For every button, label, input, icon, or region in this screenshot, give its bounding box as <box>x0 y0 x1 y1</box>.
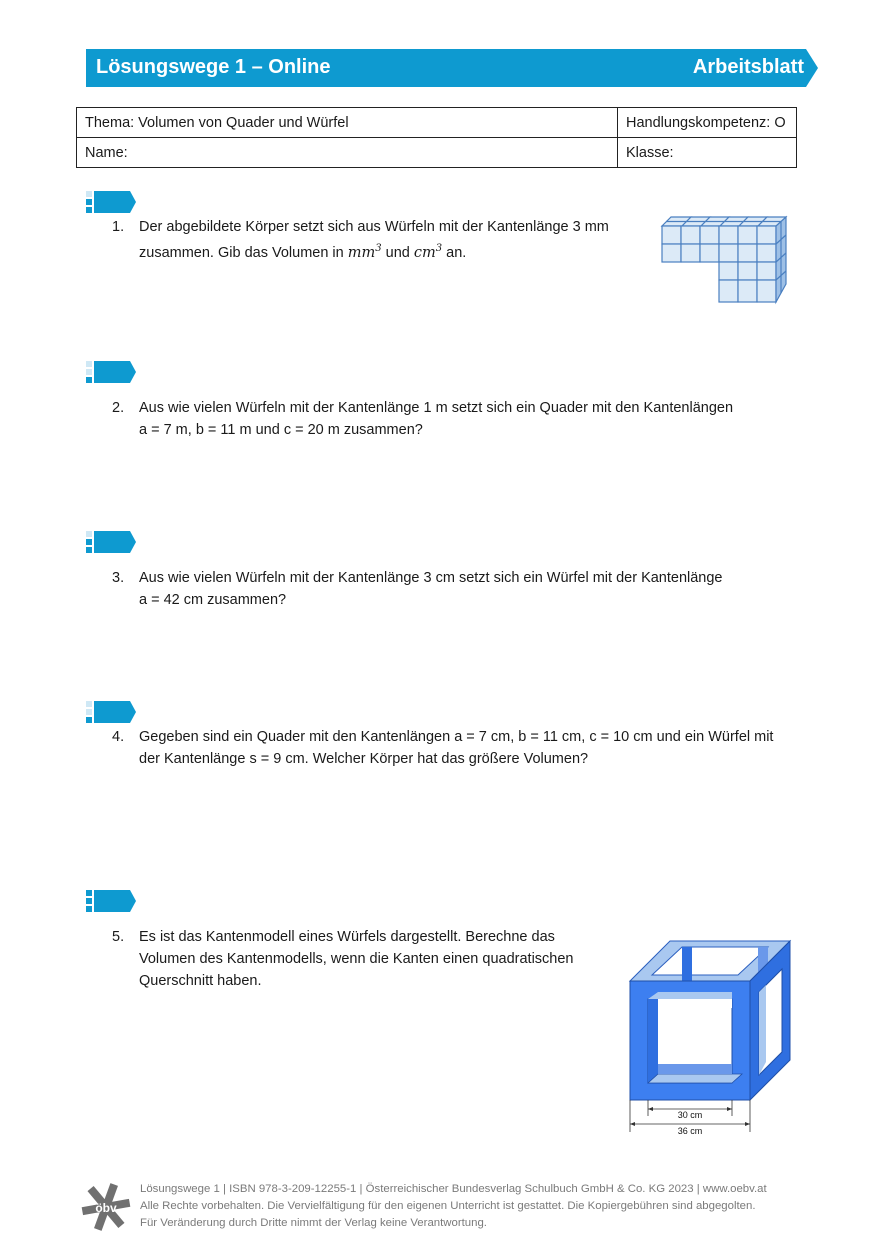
task-text-line: Querschnitt haben. <box>139 973 262 989</box>
dimension-inner-label: 30 cm <box>677 1110 703 1120</box>
task-text-line <box>139 238 609 264</box>
task-number: 3. <box>112 570 125 586</box>
cube-body-figure <box>660 212 794 306</box>
task-number: 5. <box>112 929 125 945</box>
task-text-line: Aus wie vielen Würfeln mit der Kantenlänge 3 cm setzt sich ein Würfel mit der Kantenlänge <box>139 570 723 586</box>
task-4-badge-icon <box>86 701 136 723</box>
footer-line: Lösungswege 1 | ISBN 978-3-209-12255-1 | Österreichischer Bundesverlag Schulbuch GmbH & Co. KG 2023 | www.oebv.at <box>140 1183 767 1195</box>
task-5-badge-icon <box>86 890 136 912</box>
task-text-line: a = 7 m, b = 11 m und c = 20 m zusammen? <box>139 422 423 438</box>
task-text-line: a = 42 cm zusammen? <box>139 592 287 608</box>
class-field[interactable]: Klasse: <box>618 138 797 168</box>
footer-line: Für Veränderung durch Dritte nimmt der Verlag keine Verantwortung. <box>140 1217 487 1229</box>
meta-table <box>76 107 797 168</box>
header-title: Lösungswege 1 – Online <box>96 56 331 78</box>
task-number: 1. <box>112 219 125 235</box>
task-text-line: Volumen des Kantenmodells, wenn die Kanten einen quadratischen <box>139 951 574 967</box>
footer <box>140 1181 767 1232</box>
task-number: 4. <box>112 729 125 745</box>
task-2-badge-icon <box>86 361 136 383</box>
logo-text: öbv <box>95 1201 117 1215</box>
cube-edge-model-figure <box>626 936 796 1136</box>
competence-cell: Handlungskompetenz: O <box>618 108 797 138</box>
unit-cm: $cm^3$ <box>413 243 443 261</box>
task-text-segment: an. <box>446 244 467 261</box>
task-number: 2. <box>112 400 125 416</box>
name-field[interactable]: Name: <box>77 138 618 168</box>
header-banner <box>86 49 818 87</box>
task-text-line: der Kantenlänge s = 9 cm. Welcher Körper hat das größere Volumen? <box>139 751 589 767</box>
unit-mm: $mm^3$ <box>347 243 382 261</box>
task-text-line: Aus wie vielen Würfeln mit der Kantenlänge 1 m setzt sich ein Quader mit den Kantenlängen <box>139 400 734 416</box>
dimension-outer-label: 36 cm <box>677 1126 703 1136</box>
task-1-badge-icon <box>86 191 136 213</box>
topic-cell: Thema: Volumen von Quader und Würfel <box>77 108 618 138</box>
header-doc-type: Arbeitsblatt <box>692 56 804 78</box>
oebv-logo-icon <box>80 1181 132 1233</box>
task-text-line: Der abgebildete Körper setzt sich aus Würfeln mit der Kantenlänge 3 mm <box>139 219 609 235</box>
footer-line: Alle Rechte vorbehalten. Die Vervielfältigung für den eigenen Unterricht ist gestattet. Die Kopiergebühren sind abgegolten. <box>140 1200 756 1212</box>
task-text-line: Es ist das Kantenmodell eines Würfels dargestellt. Berechne das <box>139 929 555 945</box>
task-3-badge-icon <box>86 531 136 553</box>
task-text-segment: zusammen. Gib das Volumen in <box>139 244 344 261</box>
task-text-segment: und <box>385 244 410 261</box>
task-text-line: Gegeben sind ein Quader mit den Kantenlängen a = 7 cm, b = 11 cm, c = 10 cm und ein Würfel mit <box>139 729 774 745</box>
